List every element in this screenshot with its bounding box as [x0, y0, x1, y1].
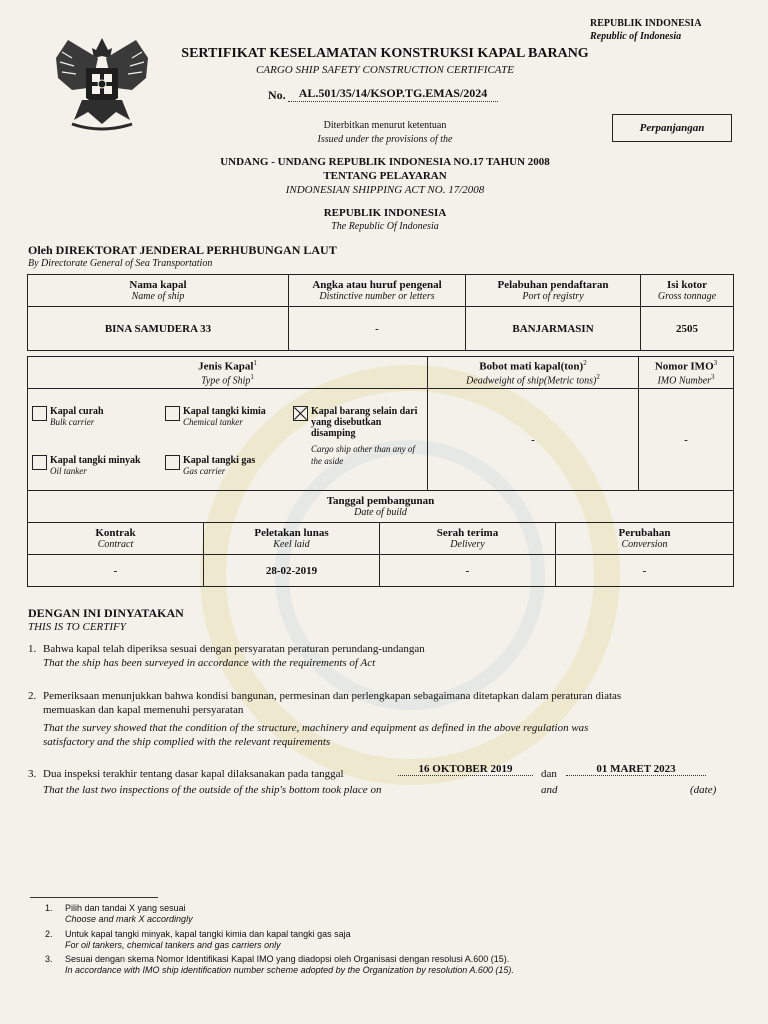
ship-name-header: Nama kapal	[129, 279, 187, 291]
footnote-3-text-en: In accordance with IMO ship identification number scheme adopted by the Organization by resolution A.600 (15).	[65, 965, 514, 975]
imo-header: Nomor IMO	[654, 360, 714, 373]
oil-label-en: Oil tanker	[50, 466, 87, 476]
imo-header-en: IMO Number	[657, 375, 712, 387]
republic-title-en: The Republic Of Indonesia	[331, 221, 439, 232]
renewal-badge: Perpanjangan	[612, 114, 732, 142]
option-oil-tanker[interactable]	[32, 455, 141, 477]
contract-date: -	[28, 555, 204, 587]
keel-laid-date: 28-02-2019	[204, 555, 380, 587]
keel-header: Peletakan lunas	[254, 527, 329, 539]
footnote-1-text: Pilih dan tandai X yang sesuai	[65, 903, 186, 913]
footnote-divider	[30, 897, 158, 898]
country-label: REPUBLIK INDONESIA	[590, 18, 702, 29]
issued-label-en: Issued under the provisions of the	[317, 134, 453, 145]
build-header-en: Date of build	[354, 507, 407, 518]
date-of-build-table	[27, 490, 734, 587]
footnote-ref-1: 1	[253, 358, 257, 367]
act-title-en: INDONESIAN SHIPPING ACT NO. 17/2008	[285, 184, 485, 196]
chemical-label-en: Chemical tanker	[183, 417, 243, 427]
conversion-date: -	[556, 555, 734, 587]
type-header-en: Type of Ship	[201, 375, 251, 387]
gas-label-en: Gas carrier	[183, 466, 226, 476]
delivery-header-en: Delivery	[450, 539, 485, 550]
chemical-label: Kapal tangki kimia	[183, 406, 266, 417]
gas-label: Kapal tangki gas	[183, 455, 256, 466]
ship-particulars-table	[27, 274, 734, 351]
keel-header-en: Keel laid	[273, 539, 310, 550]
option-bulk-carrier[interactable]	[32, 406, 104, 428]
distinctive-number-header-en: Distinctive number or letters	[319, 291, 435, 302]
option-chemical-tanker[interactable]	[165, 406, 266, 428]
footnote-2-number: 2.	[45, 929, 53, 939]
inspection-date-1: 16 OKTOBER 2019	[398, 763, 533, 776]
bulk-label-en: Bulk carrier	[50, 417, 95, 427]
port-header: Pelabuhan pendaftaran	[497, 279, 609, 291]
issuer-en: By Directorate General of Sea Transportation	[28, 258, 213, 269]
port-of-registry: BANJARMASIN	[466, 307, 641, 351]
footnote-2-text-en: For oil tankers, chemical tankers and gas carriers only	[65, 940, 281, 950]
garuda-emblem-icon	[48, 28, 156, 136]
option-gas-carrier[interactable]	[165, 455, 255, 477]
cargo-label-en: Cargo ship other than any of the aside	[311, 444, 415, 466]
certify-clause-2b: memuaskan dan kapal memenuhi persyaratan	[43, 704, 244, 716]
certificate-title-en: CARGO SHIP SAFETY CONSTRUCTION CERTIFICATE	[256, 64, 514, 76]
country-label-en: Republic of Indonesia	[590, 31, 682, 42]
certify-clause-1: Bahwa kapal telah diperiksa sesuai dengan persyaratan peraturan perundang-undangan	[43, 643, 425, 655]
checkbox-chemical[interactable]	[165, 406, 180, 421]
issued-label: Diterbitkan menurut ketentuan	[323, 120, 447, 131]
deadweight-header: Bobot mati kapal(ton)	[479, 360, 584, 373]
and-label: dan	[541, 768, 557, 780]
conversion-header-en: Conversion	[621, 539, 668, 550]
checkbox-oil[interactable]	[32, 455, 47, 470]
certify-clause-2a: Pemeriksaan menunjukkan bahwa kondisi bangunan, permesinan dan perlengkapan sebagaimana ditetapkan dalam peraturan diatas	[43, 690, 622, 702]
footnote-3-number: 3.	[45, 954, 53, 964]
footnote-3-text: Sesuai dengan skema Nomor Identifikasi Kapal IMO yang diadopsi oleh Organisasi dengan resolusi A.600 (15).	[65, 954, 510, 964]
delivery-header: Serah terima	[436, 527, 499, 539]
footnote-ref-2-en: 2	[596, 372, 600, 381]
footnote-ref-2: 2	[583, 358, 587, 367]
ship-name-header-en: Name of ship	[131, 291, 185, 302]
footnote-ref-3-en: 3	[711, 372, 715, 381]
imo-number: -	[639, 389, 734, 491]
deadweight: -	[428, 389, 639, 491]
act-title: UNDANG - UNDANG REPUBLIK INDONESIA NO.17 TAHUN 2008	[220, 156, 550, 168]
and-label-en: and	[541, 784, 558, 796]
option-cargo-ship[interactable]	[293, 406, 426, 467]
gross-tonnage-header: Isi kotor	[666, 279, 708, 291]
footnote-1-text-en: Choose and mark X accordingly	[65, 914, 193, 924]
cargo-label: Kapal barang selain dari yang disebutkan disamping	[311, 406, 418, 439]
certificate-number-label: No.	[268, 88, 286, 102]
certify-clause-2-en-b: satisfactory and the ship complied with the relevant requirements	[43, 736, 331, 748]
certify-heading-en: THIS IS TO CERTIFY	[28, 621, 126, 633]
distinctive-number: -	[289, 307, 466, 351]
certify-clause-3-en: That the last two inspections of the outside of the ship's bottom took place on	[43, 784, 382, 796]
delivery-date: -	[380, 555, 556, 587]
certificate-title: SERTIFIKAT KESELAMATAN KONSTRUKSI KAPAL BARANG	[181, 46, 589, 61]
republic-title: REPUBLIK INDONESIA	[323, 207, 447, 219]
gross-tonnage-header-en: Gross tonnage	[657, 291, 717, 302]
contract-header-en: Contract	[97, 539, 134, 550]
conversion-header: Perubahan	[618, 527, 671, 539]
contract-header: Kontrak	[95, 527, 136, 539]
footnote-ref-1-en: 1	[250, 372, 254, 381]
inspection-date-2: 01 MARET 2023	[566, 763, 706, 776]
checkbox-bulk[interactable]	[32, 406, 47, 421]
deadweight-header-en: Deadweight of ship(Metric tons)	[466, 375, 597, 387]
distinctive-number-header: Angka atau huruf pengenal	[312, 279, 442, 291]
footnote-ref-3: 3	[713, 358, 718, 367]
ship-name: BINA SAMUDERA 33	[28, 307, 289, 351]
port-header-en: Port of registry	[522, 291, 584, 302]
build-header: Tanggal pembangunan	[326, 495, 435, 507]
checkbox-gas[interactable]	[165, 455, 180, 470]
issuer: Oleh DIREKTORAT JENDERAL PERHUBUNGAN LAUT	[28, 243, 337, 257]
certify-clause-2-en-a: That the survey showed that the condition of the structure, machinery and equipment as defined in the above regulation was	[43, 722, 589, 734]
type-header: Jenis Kapal	[198, 360, 254, 373]
certify-clause-1-en: That the ship has been surveyed in accordance with the requirements of Act	[43, 657, 376, 669]
footnote-2-text: Untuk kapal tangki minyak, kapal tangki kimia dan kapal tangki gas saja	[65, 929, 351, 939]
certificate-number: AL.501/35/14/KSOP.TG.EMAS/2024	[288, 86, 498, 102]
checkbox-cargo-checked[interactable]	[293, 406, 308, 421]
certify-clause-3: Dua inspeksi terakhir tentang dasar kapal dilaksanakan pada tanggal	[43, 768, 344, 780]
date-label-en: (date)	[690, 784, 717, 796]
oil-label: Kapal tangki minyak	[50, 455, 141, 466]
footnote-1-number: 1.	[45, 903, 53, 913]
bulk-label: Kapal curah	[50, 406, 104, 417]
act-subject: TENTANG PELAYARAN	[323, 170, 447, 182]
certify-heading: DENGAN INI DINYATAKAN	[28, 606, 184, 620]
gross-tonnage: 2505	[641, 307, 734, 351]
